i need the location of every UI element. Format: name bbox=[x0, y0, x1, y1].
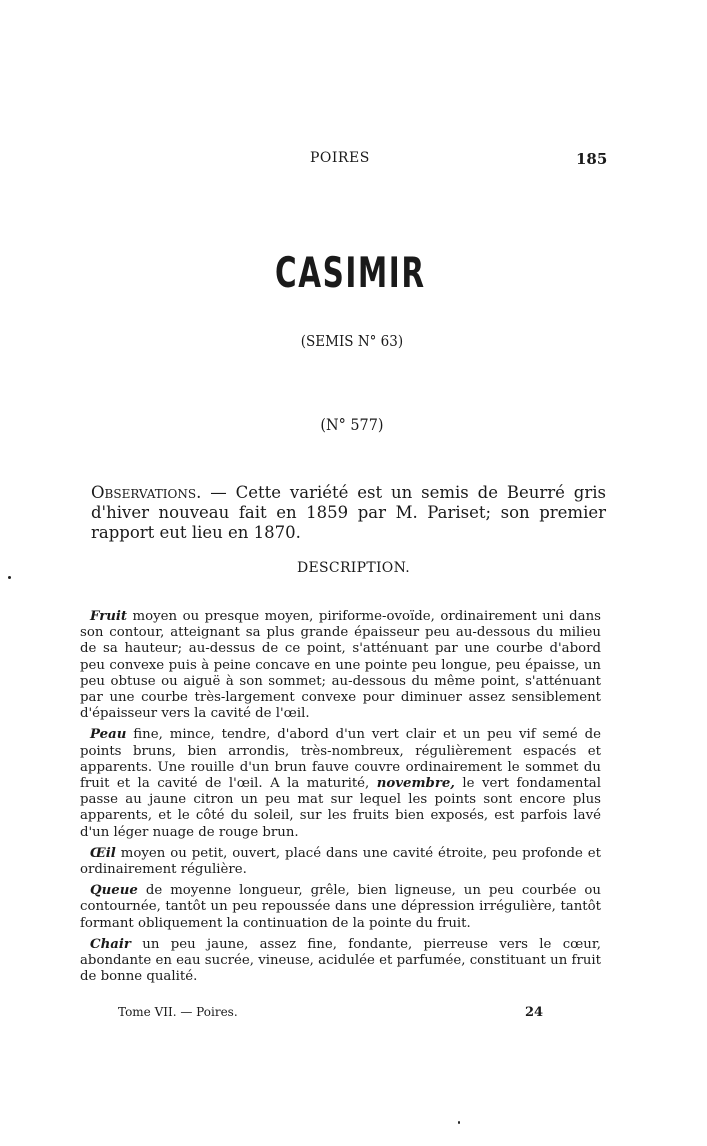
peau-text-before: fine, mince, tendre, d'abord d'un vert clair et un peu vif semé de points bruns, bien arrondis, très-nombreux, régulièrement espacés et apparents. Une rouille d'un brun fauve couvre ordinairement le sommet du fruit et la cavité de l'œil. A la maturité, bbox=[80, 727, 601, 792]
page-number: 185 bbox=[576, 150, 608, 168]
fruit-text: moyen ou presque moyen, piriforme-ovoïde, ordinairement uni dans son contour, atteignant sa plus grande épaisseur peu au-dessous du milieu de sa hauteur; au-dessus de ce point, s'atténuant par une courbe d'abord peu convexe puis à peine concave en une pointe peu longue, peu épaisse, un peu obtuse ou aiguë à son sommet; au-dessous du même point, s'atténuant par une courbe très-largement convexe pour diminuer assez sensiblement d'épaisseur vers la cavité de l'œil. bbox=[80, 609, 601, 722]
ink-speck bbox=[458, 1121, 460, 1124]
running-head bbox=[0, 150, 707, 170]
queue-term: Queue bbox=[90, 883, 138, 899]
queue-text: de moyenne longueur, grêle, bien ligneuse, un peu courbée ou contournée, tantôt un peu repoussée dans une dépression irrégulière, tantôt formant obliquement la continuation de la pointe du fruit. bbox=[80, 883, 601, 931]
chair-paragraph bbox=[80, 937, 601, 986]
observations-text: — Cette variété est un semis de Beurré gris d'hiver nouveau fait en 1859 par M. Pariset; son premier rapport eut lieu en 1870. bbox=[91, 483, 606, 542]
chair-term: Chair bbox=[90, 936, 131, 952]
description-heading: DESCRIPTION. bbox=[297, 560, 410, 576]
seedling-subtitle: (SEMIS N° 63) bbox=[300, 332, 404, 350]
observations-lead: Observations. bbox=[91, 483, 202, 502]
oeil-term: Œil bbox=[90, 845, 116, 861]
chair-text: un peu jaune, assez fine, fondante, pierreuse vers le cœur, abondante en eau sucrée, vineuse, acidulée et parfumée, constituant un fruit de bonne qualité. bbox=[80, 936, 601, 985]
fruit-paragraph bbox=[80, 609, 601, 722]
footer-volume: Tome VII. — Poires. bbox=[118, 1005, 238, 1019]
ink-speck bbox=[8, 576, 11, 579]
queue-paragraph bbox=[80, 883, 601, 932]
section-name: POIRES bbox=[310, 150, 370, 166]
peau-paragraph bbox=[80, 727, 601, 840]
observations-paragraph bbox=[91, 483, 606, 543]
entry-number: (N° 577) bbox=[320, 415, 384, 434]
footer-signature: 24 bbox=[525, 1005, 544, 1020]
oeil-text: moyen ou petit, ouvert, placé dans une cavité étroite, peu profonde et ordinairement régulière. bbox=[80, 845, 601, 878]
peau-emphasis: novembre, bbox=[376, 776, 455, 792]
peau-term: Peau bbox=[90, 727, 127, 743]
description-body bbox=[80, 609, 601, 990]
oeil-paragraph bbox=[80, 846, 601, 878]
peau-text-after: le vert fondamental passe au jaune citron un peu mat sur lequel les points sont encore plus apparents, et le côté du soleil, sur les fruits bien exposés, est parfois lavé d'un léger nuage de rouge brun. bbox=[80, 776, 601, 840]
page-title: CASIMIR bbox=[275, 248, 426, 297]
fruit-term: Fruit bbox=[90, 609, 128, 624]
